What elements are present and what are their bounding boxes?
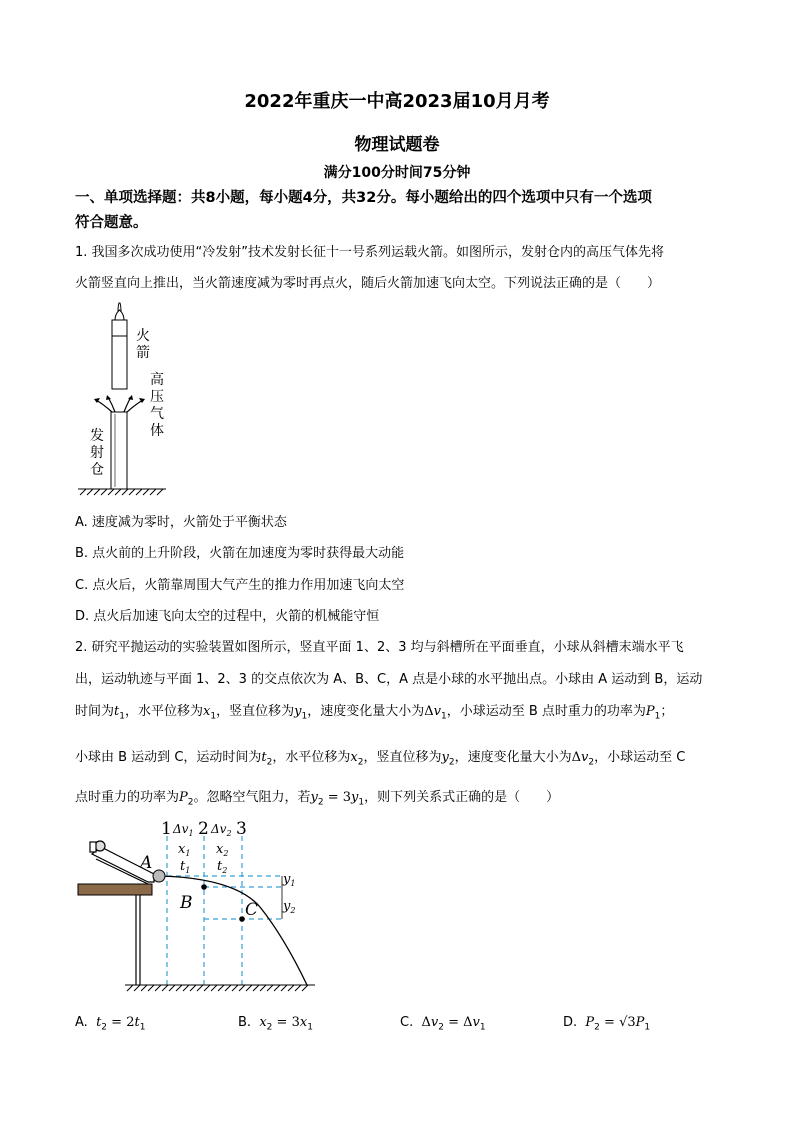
- q2-l3-text-d: ，速度变化量大小为: [307, 704, 425, 719]
- q2-option-c-label: C.: [400, 1015, 414, 1030]
- q2-l4-text-d: ，速度变化量大小为: [454, 750, 572, 765]
- launch-silo-icon: [111, 412, 127, 489]
- plane-2-label: 2: [198, 819, 209, 839]
- q2-option-d: D. $P_2 = √3P_1$: [563, 1015, 651, 1033]
- q1-option-a: A. 速度减为零时，火箭处于平衡状态: [75, 515, 287, 530]
- q2-option-b: B. $x_2 = 3x_1$: [238, 1015, 313, 1033]
- q2-l4-text-b: ，水平位移为: [272, 750, 351, 765]
- dv1-label: $\Delta v_1$: [173, 822, 194, 838]
- q2-l3-text-e: ，小球运动至 B 点时重力的功率为: [446, 704, 646, 719]
- q2-l3-text-f: ；: [660, 704, 674, 719]
- q2-stem-line1: 2. 研究平抛运动的实验装置如图所示，竖直平面 1、2、3 均与斜槽所在平面垂直，小球从斜槽末端水平飞: [75, 640, 684, 655]
- q2-stem-line5: 点时重力的功率为$P_2$。忽略空气阻力，若$y_2 = 3y_1$，则下列关系式正确的是（ ）: [75, 790, 560, 808]
- q2-l5-text-a: 点时重力的功率为: [75, 790, 180, 805]
- point-c-label: C: [245, 900, 259, 920]
- y1-label: $y_1$: [283, 872, 296, 888]
- gas-label-3: 气: [150, 406, 164, 422]
- q2-option-b-label: B.: [238, 1015, 252, 1030]
- x1-label: $x_1$: [178, 842, 191, 858]
- plane-1-label: 1: [161, 819, 172, 839]
- q1-option-d: D. 点火后加速飞向太空的过程中，火箭的机械能守恒: [75, 609, 380, 624]
- q2-l5-text-c: ，则下列关系式正确的是（ ）: [364, 790, 560, 805]
- q2-l5-text-b: 。忽略空气阻力，若: [193, 790, 311, 805]
- q2-option-a: A. $t_2 = 2t_1$: [75, 1015, 146, 1033]
- rocket-label-1: 火: [136, 328, 150, 344]
- x2-label: $x_2$: [216, 842, 229, 858]
- q2-l3-text-b: ，水平位移为: [124, 704, 203, 719]
- gas-label-2: 压: [150, 389, 164, 405]
- silo-label-3: 仓: [90, 462, 104, 478]
- t2-label: $t_2$: [217, 859, 228, 875]
- table-top-icon: [78, 884, 152, 895]
- exam-meta: 满分100分时间75分钟: [323, 165, 471, 181]
- q1-stem-line1: 1. 我国多次成功使用“冷发射”技术发射长征十一号系列运载火箭。如图所示，发射仓内的高压气体先将: [75, 245, 665, 260]
- point-b-dot: [201, 884, 207, 890]
- q2-option-d-label: D.: [563, 1015, 578, 1030]
- q2-option-c: C. $\Delta v_2 = \Delta v_1$: [400, 1015, 486, 1033]
- q1-option-b: B. 点火前的上升阶段，火箭在加速度为零时获得最大动能: [75, 546, 405, 561]
- exam-title: 2022年重庆一中高2023届10月月考: [244, 91, 550, 112]
- section1-heading-line2: 符合题意。: [75, 215, 148, 231]
- q2-l4-text-c: ，竖直位移为: [363, 750, 442, 765]
- q2-l3-text-a: 时间为: [75, 704, 115, 719]
- q2-stem-line4: 小球由 B 运动到 C，运动时间为$t_2$，水平位移为$x_2$，竖直位移为$y_2$，速度变化量大小为$\Delta v_2$，小球运动至 C: [75, 750, 686, 768]
- q2-projectile-figure: [70, 812, 320, 1002]
- silo-label-2: 射: [90, 445, 104, 461]
- y2-label: $y_2$: [283, 899, 296, 915]
- q2-l3-text-c: ，竖直位移为: [216, 704, 295, 719]
- q2-l4-text-e: ，小球运动至 C: [594, 750, 686, 765]
- silo-label-1: 发: [90, 428, 104, 444]
- rocket-label-2: 箭: [136, 345, 150, 361]
- q1-option-c: C. 点火后，火箭靠周围大气产生的推力作用加速飞向太空: [75, 578, 405, 593]
- dv2-label: $\Delta v_2$: [211, 822, 232, 838]
- point-a-label: A: [140, 853, 153, 873]
- rocket-icon: [112, 303, 127, 389]
- ground-hatch-icon: [78, 489, 166, 495]
- q2-stem-line2: 出，运动轨迹与平面 1、2、3 的交点依次为 A、B、C，A 点是小球的水平抛出点。小球由 A 运动到 B，运动: [75, 672, 703, 687]
- q2-stem-line3: 时间为$t_1$，水平位移为$x_1$，竖直位移为$y_1$，速度变化量大小为$\Delta v_1$，小球运动至 B 点时重力的功率为$P_1$；: [75, 704, 674, 722]
- ground-hatch-icon: [125, 985, 315, 991]
- gas-label-1: 高: [150, 372, 164, 388]
- gas-label-4: 体: [150, 423, 164, 439]
- q2-option-a-label: A.: [75, 1015, 88, 1030]
- ball-icon: [153, 870, 165, 882]
- gas-arrows-icon: [96, 397, 143, 412]
- q1-stem-line2: 火箭竖直向上推出，当火箭速度减为零时再点火，随后火箭加速飞向太空。下列说法正确的是（ ）: [75, 276, 661, 291]
- plane-3-label: 3: [236, 819, 247, 839]
- point-c-dot: [239, 916, 245, 922]
- point-b-label: B: [180, 893, 193, 913]
- exam-subtitle: 物理试题卷: [354, 135, 440, 155]
- q1-rocket-figure: [70, 300, 180, 500]
- q2-l4-text-a: 小球由 B 运动到 C，运动时间为: [75, 750, 262, 765]
- section1-heading-line1: 一、单项选择题：共8小题，每小题4分，共32分。每小题给出的四个选项中只有一个选项: [75, 190, 652, 206]
- t1-label: $t_1$: [180, 859, 191, 875]
